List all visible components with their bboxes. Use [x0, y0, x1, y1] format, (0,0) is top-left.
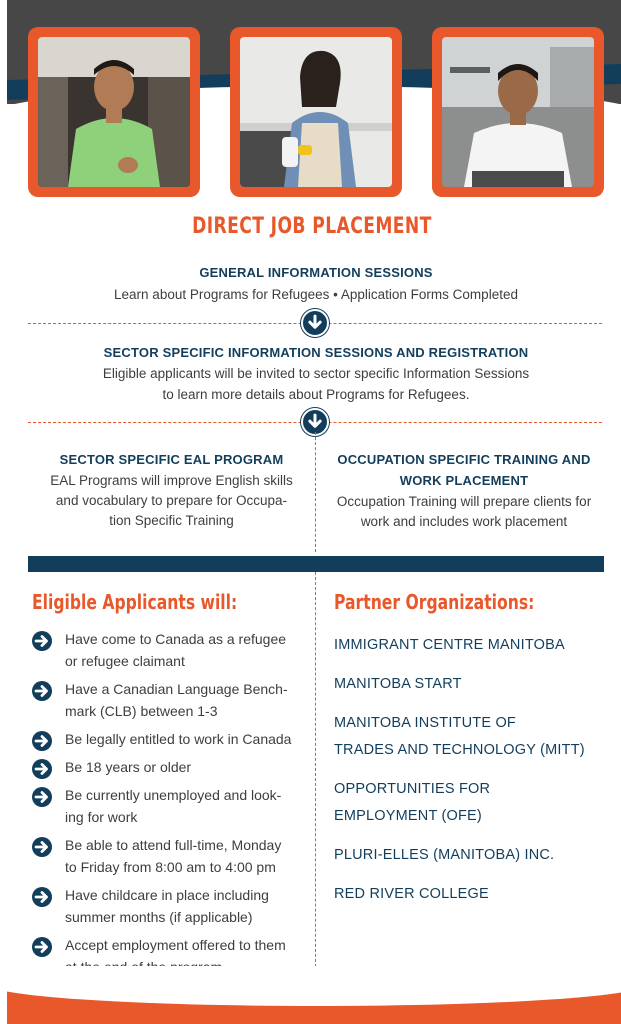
list-item-text: Have childcare in place including — [65, 887, 269, 903]
occupation-training-section — [325, 450, 603, 532]
section-divider-bar — [28, 556, 604, 572]
arrow-circle-icon — [32, 937, 52, 957]
list-item — [30, 756, 310, 778]
list-item — [30, 628, 310, 672]
list-item-text: Have a Canadian Language Bench- — [65, 681, 288, 697]
occupation-heading-line: OCCUPATION SPECIFIC TRAINING AND — [337, 452, 591, 467]
page-title: DIRECT JOB PLACEMENT — [192, 214, 432, 239]
general-info-section — [0, 265, 621, 305]
list-item-text: ing for work — [65, 809, 138, 825]
list-item-text: Be legally entitled to work in Canada — [65, 731, 292, 747]
partner-item — [334, 881, 604, 908]
arrow-circle-icon — [32, 887, 52, 907]
banner-curve — [0, 966, 621, 1006]
occupation-heading-line: WORK PLACEMENT — [399, 473, 529, 488]
list-item-text: to Friday from 8:00 am to 4:00 pm — [65, 859, 276, 875]
list-item-text: mark (CLB) between 1-3 — [65, 703, 218, 719]
occupation-body-line: work and includes work placement — [360, 514, 568, 529]
partner-item — [334, 842, 604, 869]
list-item — [30, 834, 310, 878]
eligibility-list — [30, 628, 310, 984]
list-item — [30, 728, 310, 750]
sector-info-heading: SECTOR SPECIFIC INFORMATION SESSIONS AND REGISTRATION — [103, 345, 529, 360]
list-item-text: Accept employment offered to them — [65, 937, 286, 953]
partner-name: OPPORTUNITIES FOR — [334, 781, 491, 797]
list-item-text: Be currently unemployed and look- — [65, 787, 282, 803]
down-arrow-icon — [301, 309, 329, 337]
partner-list — [334, 632, 604, 920]
bottom-banner — [7, 988, 621, 1024]
partner-name: EMPLOYMENT (OFE) — [334, 808, 482, 824]
list-item-text: Be 18 years or older — [65, 759, 192, 775]
partner-name: PLURI-ELLES (MANITOBA) INC. — [334, 847, 555, 863]
eal-body-line: tion Specific Training — [109, 513, 234, 528]
list-item — [30, 884, 310, 928]
list-item-text: or refugee claimant — [65, 653, 185, 669]
arrow-circle-icon — [32, 731, 52, 751]
general-info-heading: GENERAL INFORMATION SESSIONS — [199, 265, 433, 280]
partner-item — [334, 776, 604, 830]
partner-item — [334, 671, 604, 698]
partner-item — [334, 710, 604, 764]
woman-cleaning-photo — [230, 27, 402, 197]
eal-body-line: and vocabulary to prepare for Occupa- — [55, 493, 288, 508]
arrow-circle-icon — [32, 681, 52, 701]
eal-program-heading: SECTOR SPECIFIC EAL PROGRAM — [59, 452, 284, 467]
general-info-body: Learn about Programs for Refugees • Application Forms Completed — [114, 287, 518, 302]
partner-organizations-title: Partner Organizations: — [334, 590, 535, 614]
eal-program-section — [28, 450, 315, 531]
eal-body-line: EAL Programs will improve English skills — [50, 473, 293, 488]
arrow-circle-icon — [32, 787, 52, 807]
sector-info-body-line: to learn more details about Programs for Refugees. — [162, 387, 470, 402]
sector-info-body-line: Eligible applicants will be invited to sector specific Information Sessions — [102, 366, 530, 381]
partner-name: MANITOBA START — [334, 676, 462, 692]
man-in-green-shirt-photo — [28, 27, 200, 197]
vertical-dashed-divider — [315, 432, 316, 552]
list-item-text: summer months (if applicable) — [65, 909, 253, 925]
man-in-workshop-photo — [432, 27, 604, 197]
arrow-circle-icon — [32, 837, 52, 857]
arrow-circle-icon — [32, 759, 52, 779]
partner-name: IMMIGRANT CENTRE MANITOBA — [334, 637, 565, 653]
list-item-text: Be able to attend full-time, Monday — [65, 837, 282, 853]
partner-name: RED RIVER COLLEGE — [334, 886, 489, 902]
sector-info-section — [0, 345, 621, 405]
vertical-dashed-divider — [315, 572, 316, 982]
list-item — [30, 678, 310, 722]
eligible-applicants-title: Eligible Applicants will: — [32, 590, 238, 614]
partner-name: TRADES AND TECHNOLOGY (MITT) — [334, 742, 585, 758]
partner-name: MANITOBA INSTITUTE OF — [334, 715, 516, 731]
arrow-circle-icon — [32, 631, 52, 651]
list-item — [30, 784, 310, 828]
list-item-text: Have come to Canada as a refugee — [65, 631, 287, 647]
partner-item — [334, 632, 604, 659]
occupation-body-line: Occupation Training will prepare clients for — [336, 494, 592, 509]
